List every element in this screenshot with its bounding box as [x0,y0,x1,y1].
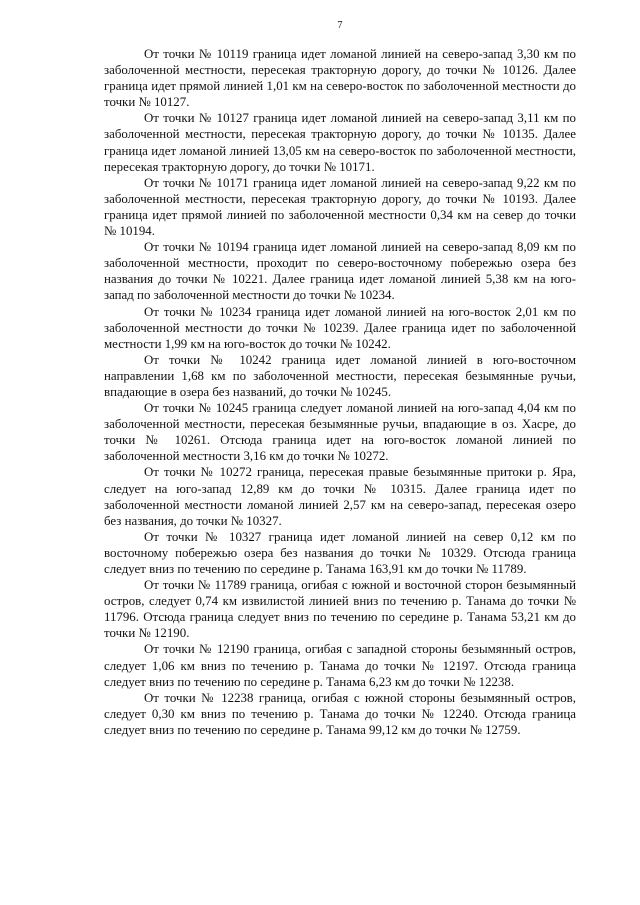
page-number: 7 [337,20,343,31]
paragraph-point-10242: От точки № 10242 граница идет ломаной линией в юго-восточном направлении 1,68 км по заболоченной местности, пересекая безымянные ручьи, впадающие в озера без названий, до точки № 10245. [104,352,576,399]
paragraph-point-10272: От точки № 10272 граница, пересекая правые безымянные притоки р. Яра, следует на юго-запад 12,89 км до точки № 10315. Далее граница идет по заболоченной местности ломаной линией 2,57 км на северо-запад, пересекая озеро без названия, до точки № 10327. [104,465,576,528]
paragraph-point-10119: От точки № 10119 граница идет ломаной линией на северо-запад 3,30 км по заболоченной местности, пересекая тракторную дорогу, до точки № 10126. Далее граница идет прямой линией 1,01 км на северо-восток по заболоченной местности до точки № 10127. [104,47,576,110]
paragraph-point-11789: От точки № 11789 граница, огибая с южной и восточной сторон безымянный остров, следует 0,74 км извилистой линией вниз по течению р. Танама до точки № 11796. Отсюда граница следует вниз по течению по середине р. Танама 53,21 км до точки № 12190. [104,578,576,641]
paragraph-point-12238: От точки № 12238 граница, огибая с южной стороны безымянный остров, следует 0,30 км вниз по течению р. Танама до точки № 12240. Отсюда граница следует вниз по течению по середине р. Танама 99,12 км до точки № 12759. [104,690,576,737]
paragraph-point-10234: От точки № 10234 граница идет ломаной линией на юго-восток 2,01 км по заболоченной местности до точки № 10239. Далее граница идет по заболоченной местности 1,99 км на юго-восток до точки № 10242. [104,304,576,351]
paragraph-point-12190: От точки № 12190 граница, огибая с западной стороны безымянный остров, следует 1,06 км вниз по течению р. Танама до точки № 12197. Отсюда граница следует вниз по течению по середине р. Танама 6,23 км до точки № 12238. [104,642,576,689]
paragraph-point-10327: От точки № 10327 граница идет ломаной линией на север 0,12 км по восточному побережью озера без названия до точки № 10329. Отсюда граница следует вниз по течению по середине р. Танама 163,91 км до точки № 11789. [104,529,576,576]
paragraph-point-10245: От точки № 10245 граница следует ломаной линией на юго-запад 4,04 км по заболоченной местности, пересекая безымянные ручьи, впадающие в оз. Хасре, до точки № 10261. Отсюда граница идет на юго-восток ломаной линией по заболоченной местности 3,16 км до точки № 10272. [104,401,576,464]
paragraph-point-10194: От точки № 10194 граница идет ломаной линией на северо-запад 8,09 км по заболоченной местности, проходит по северо-восточному побережью озера без названия до точки № 10221. Далее граница идет ломаной линией 5,38 км на юго-запад по заболоченной местности до точки № 10234. [104,240,576,303]
document-body [104,46,576,738]
paragraph-point-10127: От точки № 10127 граница идет ломаной линией на северо-запад 3,11 км по заболоченной местности, пересекая тракторную дорогу, до точки № 10135. Далее граница идет ломаной линией 13,05 км на северо-восток по заболоченной местности, пересекая тракторную дорогу, до точки № 10171. [104,111,576,174]
paragraph-point-10171: От точки № 10171 граница идет ломаной линией на северо-запад 9,22 км по заболоченной местности, пересекая тракторную дорогу, до точки № 10193. Далее граница идет прямой линией по заболоченной местности 0,34 км на север до точки № 10194. [104,175,576,239]
